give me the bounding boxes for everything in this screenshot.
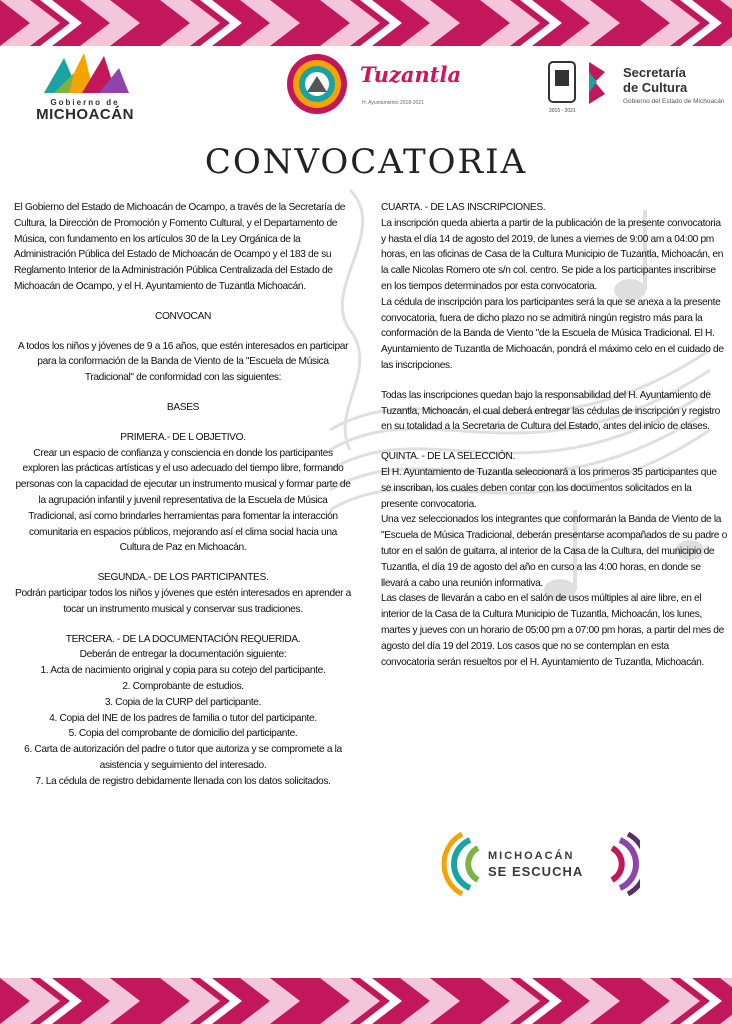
- bottom-decorative-band: [0, 978, 732, 1024]
- gobierno-line1: Gobierno de: [50, 98, 120, 107]
- top-decorative-band: [0, 0, 732, 46]
- right-column: [381, 200, 727, 670]
- tuzantla-emblem-icon: [282, 52, 352, 116]
- cuarta-paragraph-1: La inscripción queda abierta a partir de la publicación de la presente convocatoria y hasta el día 14 de agosto del 2019, de lunes a viernes de 9:00 am a 04:00 pm horas, en las oficinas de Casa de la Cultura Municipio de Tuzantla, Michoacán, en la calle Nicolas Romero ote s/n col. centro. Se pide a los participantes inscribirse en los tiempos determinados por esta convocatoria.: [381, 217, 724, 292]
- tuzantla-subtitle: H. Ayuntamiento 2018-2021: [362, 100, 424, 106]
- secretaria-line2: de Cultura: [623, 80, 688, 95]
- doc-item-4: 4. Copia del INE de los padres de familia o tutor del participante.: [49, 712, 317, 724]
- convocan-text: A todos los niños y jóvenes de 9 a 16 años, que estén interesados en participar para la conformación de la Banda de Viento de la "Escuela de Música Tradicional" de conformidad con las siguientes:: [17, 340, 349, 384]
- segunda-heading: SEGUNDA.- DE LOS PARTICIPANTES.: [97, 572, 269, 584]
- quinta-paragraph-3b: convocatoria serán resueltos por el H. Ayuntamiento de Tuzantla, Michoacán.: [381, 656, 704, 668]
- top-band-pattern: [0, 0, 732, 46]
- cuarta-paragraph-3: Todas las inscripciones quedan bajo la responsabilidad del H. Ayuntamiento de Tuzantla, Michoacán, el cual deberá entregar las cédulas de inscripción y registro en su totalidad a la Secretaria de Cultura del Estado, antes del inicio de clases.: [381, 389, 721, 433]
- tercera-intro: Deberán de entregar la documentación siguiente:: [79, 649, 287, 661]
- tercera-heading: TERCERA. - DE LA DOCUMENTACIÓN REQUERIDA.: [65, 633, 301, 645]
- bases-heading: BASES: [166, 401, 200, 413]
- cuarta-heading: CUARTA. - DE LAS INSCRIPCIONES.: [381, 202, 546, 213]
- quinta-paragraph-1: El H. Ayuntamiento de Tuzantla seleccionará a los primeros 35 participantes que se inscriban, los cuales deben contar con los documentos solicitados en la presente convocatoria.: [381, 466, 717, 510]
- michoacan-se-escucha-logo: [440, 832, 640, 896]
- doc-item-2: 2. Comprobante de estudios.: [122, 680, 244, 692]
- header-logos: [0, 48, 732, 130]
- primera-heading: PRIMERA.- DE L OBJETIVO.: [120, 431, 246, 443]
- quinta-heading: QUINTA. - DE LA SELECCIÓN.: [381, 451, 515, 463]
- secretaria-cultura-logo: [545, 54, 725, 118]
- secretaria-years: 2015 - 2021: [549, 108, 576, 114]
- michoacan-color-mark-icon: [34, 48, 134, 98]
- doc-item-6: 6. Carta de autorización del padre o tutor que autoriza y se compromete a la asistencia y seguimiento del interesado.: [24, 744, 342, 771]
- page-title: CONVOCATORIA: [204, 142, 528, 182]
- gobierno-line2: MICHOACÁN: [36, 106, 134, 123]
- bottom-band-pattern: [0, 978, 732, 1024]
- quinta-paragraph-3a: Las clases de llevarán a cabo en el salón de usos múltiples al aire libre, en el interior de la Casa de la Cultura Municipio de Tuzantla, Michoacán, los lunes, martes y jueves con un horario de 05:00 pm a 07:00 pm horas, a partir del mes de agosto del día 19 del 2019. Los casos que no se contemplan en esta: [381, 593, 724, 652]
- secretaria-line3: Gobierno del Estado de Michoacán: [623, 98, 725, 105]
- gobierno-michoacan-logo: [20, 48, 140, 123]
- left-column: [14, 200, 352, 790]
- doc-item-5: 5. Copia del comprobante de domicilio del participante.: [68, 728, 298, 740]
- escucha-line1: MICHOACÁN: [488, 850, 575, 862]
- doc-item-3: 3. Copia de la CURP del participante.: [104, 696, 262, 708]
- primera-text: Crear un espacio de confianza y consciencia en donde los participantes exploren las prácticas artísticas y el uso adecuado del tiempo libre, formando personas con la capacidad de ejecutar un instrumento musical y formar parte de la agrupación infantil y juvenil representativa de la Escuela de Música Tradicional, así como brindarles herramientas para fomentar la interacción comunitaria en espacios públicos, mejorando así el clima social hacia una Cultura de Paz en Michoacán.: [15, 447, 351, 554]
- cuarta-paragraph-2: La cédula de inscripción para los participantes será la que se anexa a la presente convocatoria, fuera de dicho plazo no se admitirá ningún registro más para la conformación de la Banda de Viento "de la Escuela de Música Tradicional. El H. Ayuntamiento de Tuzantla de Michoacán, pondrá el máximo celo en el cuidado de las inscripciones.: [381, 296, 724, 371]
- doc-item-7: 7. La cédula de registro debidamente llenada con los datos solicitados.: [35, 775, 331, 787]
- tuzantla-name: Tuzantla: [360, 62, 462, 87]
- tuzantla-logo: [282, 52, 462, 116]
- intro-paragraph: El Gobierno del Estado de Michoacán de Ocampo, a través de la Secretaría de Cultura, la Dirección de Promoción y Fomento Cultural, y el Departamento de Música, con fundamento en los artículos 30 de la Ley Orgánica de la Administración Pública del Estado de Michoacán de Ocampo y el 183 de su Reglamento Interior de la Administración Pública Centralizada del Estado de Michoacán de Ocampo, y el H. Ayuntamiento de Tuzantla Michoacán.: [14, 202, 346, 292]
- quinta-paragraph-2: Una vez seleccionados los integrantes que conformarán la Banda de Viento de la "Escuela de Música Tradicional, deberán presentarse acompañados de su padre o tutor en el salón de guitarra, al interior de la Casa de la Cultura, del municipio de Tuzantla, el día 19 de agosto del año en curso a las 4:00 horas, en donde se llevará a cabo una reunión informativa.: [381, 514, 727, 589]
- convocan-heading: CONVOCAN: [154, 310, 212, 322]
- segunda-text: Podrán participar todos los niños y jóvenes que estén interesados en aprender a tocar un instrumento musical y conservar sus tradiciones.: [15, 587, 351, 615]
- secretaria-line1: Secretaría: [623, 65, 686, 80]
- escucha-line2: SE ESCUCHA: [488, 864, 584, 879]
- doc-item-1: 1. Acta de nacimiento original y copia para su cotejo del participante.: [40, 665, 326, 677]
- michoacan-seal-icon: [545, 58, 615, 110]
